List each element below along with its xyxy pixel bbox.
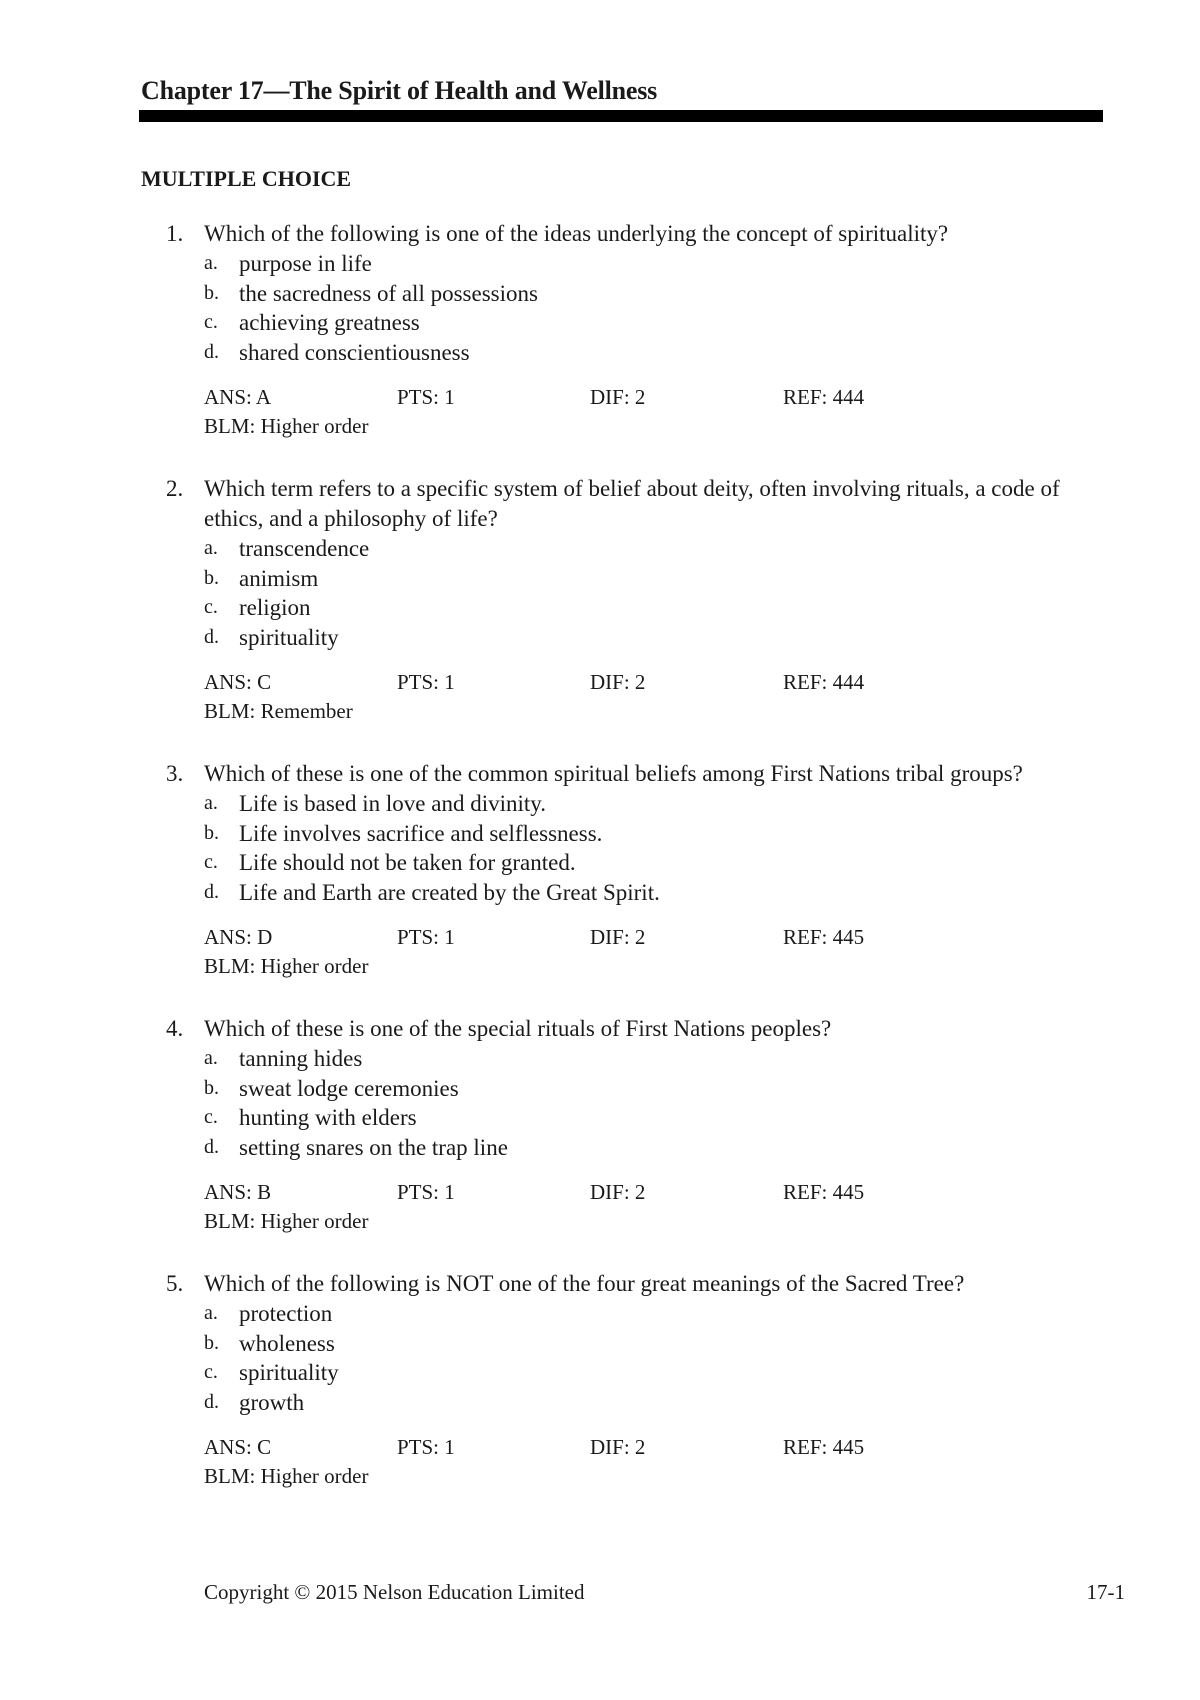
answer-key: ANS: C	[204, 1435, 272, 1459]
title-rule	[139, 110, 1103, 122]
answer-option	[204, 338, 1200, 368]
question-number: 5.	[166, 1271, 184, 1296]
answer-key: ANS: A	[204, 385, 272, 409]
question-item	[0, 759, 1200, 981]
blooms-level: BLM: Higher order	[204, 414, 369, 438]
chapter-title: Chapter 17—The Spirit of Health and Wellness	[141, 76, 658, 105]
option-letter: a.	[204, 1047, 218, 1069]
answer-options	[204, 1299, 1200, 1417]
option-text: shared conscientiousness	[239, 339, 470, 365]
question-item	[0, 474, 1200, 726]
option-text: setting snares on the trap line	[239, 1134, 508, 1160]
option-text: spirituality	[239, 1360, 339, 1385]
section-heading: MULTIPLE CHOICE	[141, 166, 352, 191]
blooms-level: BLM: Higher order	[204, 1464, 369, 1488]
answer-option	[204, 878, 1200, 908]
option-text: Life involves sacrifice and selflessness.	[239, 820, 603, 846]
reference-page: REF: 445	[783, 1435, 865, 1459]
difficulty-value: DIF: 2	[590, 385, 646, 409]
option-letter: c.	[204, 596, 218, 618]
question-text: Which of these is one of the common spiritual beliefs among First Nations tribal groups?	[204, 761, 1023, 786]
option-letter: b.	[204, 821, 219, 844]
answer-metadata	[204, 383, 1200, 441]
option-text: wholeness	[239, 1330, 335, 1356]
question-number: 3.	[166, 761, 184, 786]
answer-option	[204, 819, 1200, 849]
question-number: 1.	[166, 221, 184, 246]
answer-options	[204, 534, 1200, 652]
points-value: PTS: 1	[397, 1180, 455, 1204]
reference-page: REF: 444	[783, 670, 865, 694]
points-value: PTS: 1	[397, 670, 455, 694]
blooms-level: BLM: Remember	[204, 699, 353, 723]
difficulty-value: DIF: 2	[590, 670, 646, 694]
points-value: PTS: 1	[397, 925, 455, 949]
reference-page: REF: 444	[783, 385, 865, 409]
answer-option	[204, 1299, 1200, 1329]
option-letter: b.	[204, 566, 219, 589]
answer-option	[204, 1388, 1200, 1418]
answer-options	[204, 249, 1200, 367]
answer-option	[204, 249, 1200, 279]
points-value: PTS: 1	[397, 1435, 455, 1459]
blooms-level: BLM: Higher order	[204, 954, 369, 978]
option-letter: b.	[204, 281, 219, 304]
answer-option	[204, 1358, 1200, 1388]
option-letter: a.	[204, 252, 218, 274]
option-text: tanning hides	[239, 1046, 363, 1071]
option-text: transcendence	[239, 536, 370, 561]
option-text: the sacredness of all possessions	[239, 280, 538, 306]
question-number: 2.	[166, 476, 184, 501]
answer-option	[204, 534, 1200, 564]
option-letter: d.	[204, 625, 219, 648]
answer-metadata	[204, 923, 1200, 981]
answer-option	[204, 1044, 1200, 1074]
footer-copyright: Copyright © 2015 Nelson Education Limited	[204, 1580, 585, 1604]
answer-key: ANS: B	[204, 1180, 272, 1204]
answer-option	[204, 1074, 1200, 1104]
answer-option	[204, 564, 1200, 594]
question-list	[0, 219, 1200, 1524]
option-text: Life is based in love and divinity.	[239, 791, 547, 816]
option-text: Life and Earth are created by the Great Spirit.	[239, 879, 660, 905]
option-letter: d.	[204, 1135, 219, 1158]
answer-options	[204, 789, 1200, 907]
option-letter: d.	[204, 1390, 219, 1413]
points-value: PTS: 1	[397, 385, 455, 409]
answer-key: ANS: C	[204, 670, 272, 694]
answer-option	[204, 789, 1200, 819]
question-item	[0, 1014, 1200, 1236]
answer-metadata	[204, 1178, 1200, 1236]
answer-option	[204, 1133, 1200, 1163]
option-text: growth	[239, 1389, 305, 1415]
answer-option	[204, 593, 1200, 623]
option-text: Life should not be taken for granted.	[239, 850, 576, 875]
footer-page-number: 17-1	[1086, 1580, 1125, 1604]
option-text: achieving greatness	[239, 310, 420, 335]
answer-option	[204, 623, 1200, 653]
option-letter: a.	[204, 792, 218, 814]
option-text: hunting with elders	[239, 1105, 417, 1130]
option-letter: b.	[204, 1076, 219, 1099]
question-text: Which of the following is NOT one of the four great meanings of the Sacred Tree?	[204, 1271, 965, 1296]
question-number: 4.	[166, 1016, 184, 1041]
difficulty-value: DIF: 2	[590, 1435, 646, 1459]
answer-option	[204, 848, 1200, 878]
reference-page: REF: 445	[783, 1180, 865, 1204]
blooms-level: BLM: Higher order	[204, 1209, 369, 1233]
reference-page: REF: 445	[783, 925, 865, 949]
option-text: religion	[239, 595, 311, 620]
answer-option	[204, 1103, 1200, 1133]
difficulty-value: DIF: 2	[590, 1180, 646, 1204]
question-text: Which of these is one of the special rituals of First Nations peoples?	[204, 1016, 832, 1041]
answer-option	[204, 279, 1200, 309]
option-letter: c.	[204, 851, 218, 873]
answer-option	[204, 308, 1200, 338]
option-letter: c.	[204, 1106, 218, 1128]
answer-options	[204, 1044, 1200, 1162]
answer-metadata	[204, 668, 1200, 726]
answer-metadata	[204, 1433, 1200, 1491]
option-letter: a.	[204, 537, 218, 559]
option-letter: a.	[204, 1302, 218, 1324]
question-item	[0, 1269, 1200, 1491]
answer-option	[204, 1329, 1200, 1359]
option-letter: d.	[204, 340, 219, 363]
question-item	[0, 219, 1200, 441]
option-letter: d.	[204, 880, 219, 903]
option-letter: b.	[204, 1331, 219, 1354]
option-text: spirituality	[239, 624, 339, 650]
difficulty-value: DIF: 2	[590, 925, 646, 949]
option-text: purpose in life	[239, 251, 372, 276]
option-text: sweat lodge ceremonies	[239, 1075, 459, 1101]
option-letter: c.	[204, 1361, 218, 1383]
answer-key: ANS: D	[204, 925, 273, 949]
question-text: Which term refers to a specific system of belief about deity, often involving rituals, a code of ethics, and a philosophy of life?	[204, 476, 1060, 531]
option-text: animism	[239, 565, 319, 591]
option-text: protection	[239, 1301, 333, 1326]
option-letter: c.	[204, 311, 218, 333]
question-text: Which of the following is one of the ideas underlying the concept of spirituality?	[204, 221, 949, 246]
